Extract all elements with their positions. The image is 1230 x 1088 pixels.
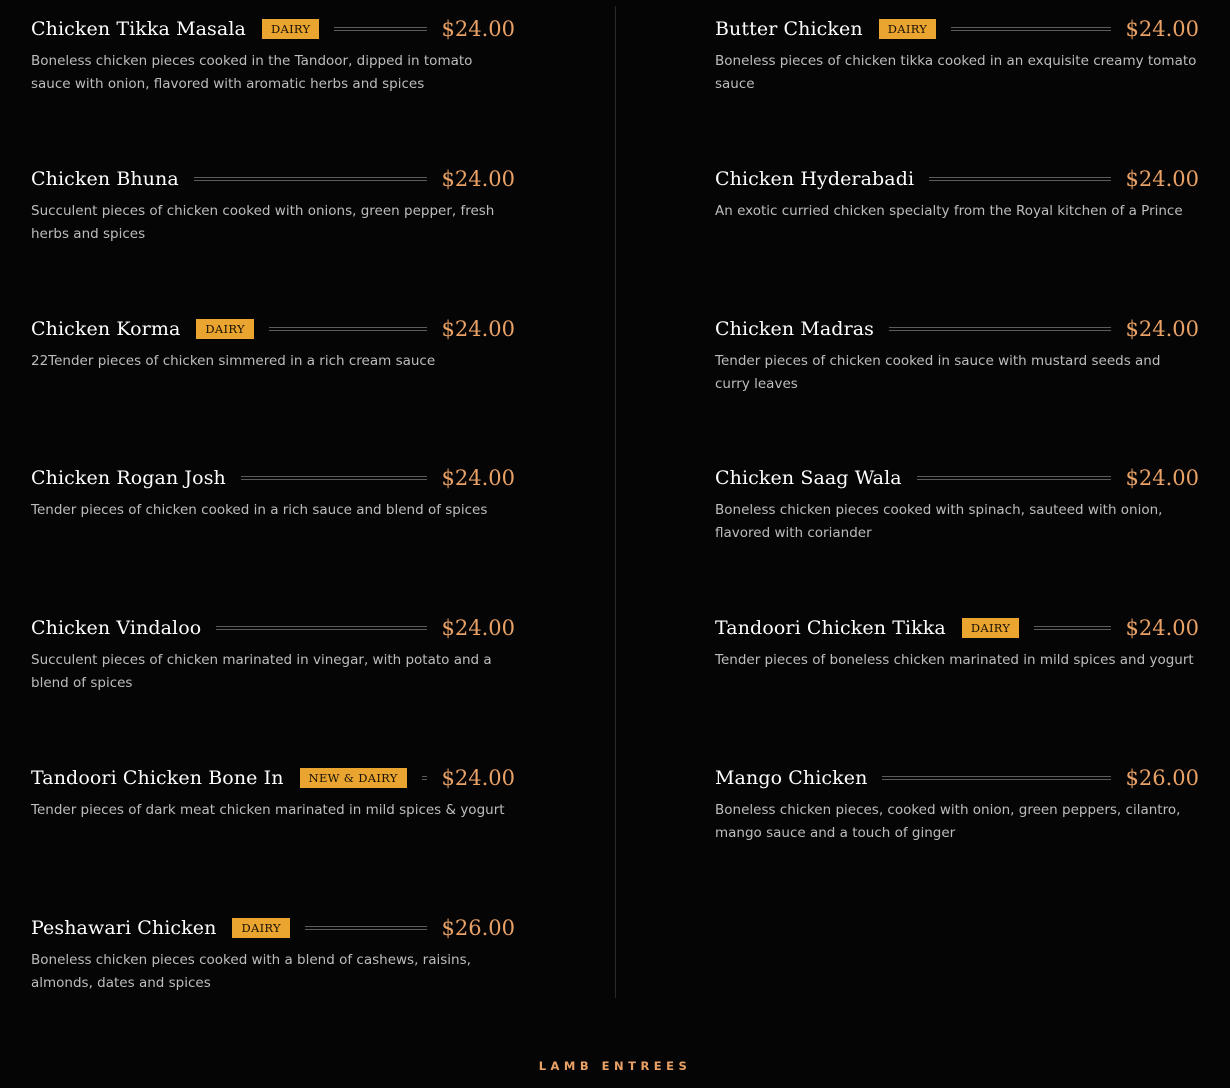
menu-item-price: $24.00 — [441, 17, 515, 41]
dietary-tag: DAIRY — [962, 618, 1019, 638]
menu-item-description: Tender pieces of chicken cooked in a rich sauce and blend of spices — [31, 502, 488, 518]
menu-item-description: Tender pieces of boneless chicken marinated in mild spices and yogurt — [715, 652, 1194, 668]
menu-item-price: $24.00 — [441, 167, 515, 191]
menu-item-name: Mango Chicken — [715, 767, 868, 789]
leader-line — [929, 177, 1110, 181]
menu-item — [31, 163, 515, 245]
dietary-tag: DAIRY — [196, 319, 253, 339]
menu-item — [715, 762, 1199, 844]
menu-item — [31, 462, 515, 522]
menu-item-name: Butter Chicken — [715, 18, 863, 40]
menu-item — [31, 612, 515, 694]
menu-item-description: Tender pieces of chicken cooked in sauce with mustard seeds and curry leaves — [715, 353, 1161, 392]
menu-item — [31, 313, 515, 373]
menu-item — [31, 912, 515, 994]
menu-item-price: $26.00 — [441, 916, 515, 940]
section-heading-lamb-entrees: LAMB ENTREES — [538, 1059, 692, 1073]
leader-line — [889, 327, 1110, 331]
menu-item-description: An exotic curried chicken specialty from the Royal kitchen of a Prince — [715, 203, 1183, 219]
leader-line — [882, 776, 1110, 780]
menu-item-name: Tandoori Chicken Bone In — [31, 767, 284, 789]
menu-item-description: Boneless chicken pieces cooked with spinach, sauteed with onion, flavored with coriander — [715, 502, 1163, 541]
menu-item-name: Chicken Madras — [715, 318, 875, 340]
menu-item-description: Succulent pieces of chicken marinated in vinegar, with potato and a blend of spices — [31, 652, 492, 691]
menu-item-price: $24.00 — [441, 616, 515, 640]
menu-item-name: Chicken Rogan Josh — [31, 467, 226, 489]
menu-item-price: $24.00 — [441, 766, 515, 790]
menu-item-name: Chicken Vindaloo — [31, 617, 202, 639]
menu-item-price: $24.00 — [1125, 317, 1199, 341]
menu-item-price: $24.00 — [1125, 17, 1199, 41]
menu-item — [31, 13, 515, 95]
menu-item-name: Chicken Hyderabadi — [715, 168, 915, 190]
leader-line — [241, 476, 427, 480]
menu-item-price: $26.00 — [1125, 766, 1199, 790]
menu-item-price: $24.00 — [1125, 616, 1199, 640]
dietary-tag: DAIRY — [879, 19, 936, 39]
menu-item-description: Boneless chicken pieces cooked in the Tandoor, dipped in tomato sauce with onion, flavored with aromatic herbs and spices — [31, 53, 473, 92]
menu-item — [715, 612, 1199, 672]
menu-item-name: Chicken Bhuna — [31, 168, 179, 190]
menu-item-price: $24.00 — [441, 466, 515, 490]
leader-line — [194, 177, 427, 181]
menu-item-description: Boneless chicken pieces cooked with a blend of cashews, raisins, almonds, dates and spices — [31, 952, 471, 991]
leader-line — [422, 776, 427, 780]
menu-item-description: Tender pieces of dark meat chicken marinated in mild spices & yogurt — [31, 802, 505, 818]
menu-item-name: Chicken Saag Wala — [715, 467, 902, 489]
dietary-tag: DAIRY — [232, 918, 289, 938]
menu-item-name: Tandoori Chicken Tikka — [715, 617, 946, 639]
menu-item-description: Succulent pieces of chicken cooked with onions, green pepper, fresh herbs and spices — [31, 203, 495, 242]
leader-line — [216, 626, 426, 630]
menu-item-description: Boneless chicken pieces, cooked with onion, green peppers, cilantro, mango sauce and a touch of ginger — [715, 802, 1181, 841]
menu-item-description: 22Tender pieces of chicken simmered in a rich cream sauce — [31, 353, 436, 369]
column-divider — [615, 6, 616, 998]
leader-line — [951, 27, 1110, 31]
menu-item-price: $24.00 — [1125, 167, 1199, 191]
menu-item-description: Boneless pieces of chicken tikka cooked in an exquisite creamy tomato sauce — [715, 53, 1197, 92]
menu-item — [715, 13, 1199, 95]
leader-line — [269, 327, 427, 331]
leader-line — [305, 926, 427, 930]
menu-item-name: Chicken Korma — [31, 318, 181, 340]
dietary-tag: DAIRY — [262, 19, 319, 39]
menu-item-name: Peshawari Chicken — [31, 917, 217, 939]
menu-item-price: $24.00 — [441, 317, 515, 341]
leader-line — [334, 27, 426, 31]
menu-item — [715, 163, 1199, 223]
leader-line — [1034, 626, 1110, 630]
menu-item-name: Chicken Tikka Masala — [31, 18, 246, 40]
menu-item-price: $24.00 — [1125, 466, 1199, 490]
menu-item — [715, 462, 1199, 544]
menu-item — [31, 762, 515, 822]
dietary-tag: NEW & DAIRY — [300, 768, 407, 788]
menu-item — [715, 313, 1199, 395]
leader-line — [917, 476, 1111, 480]
